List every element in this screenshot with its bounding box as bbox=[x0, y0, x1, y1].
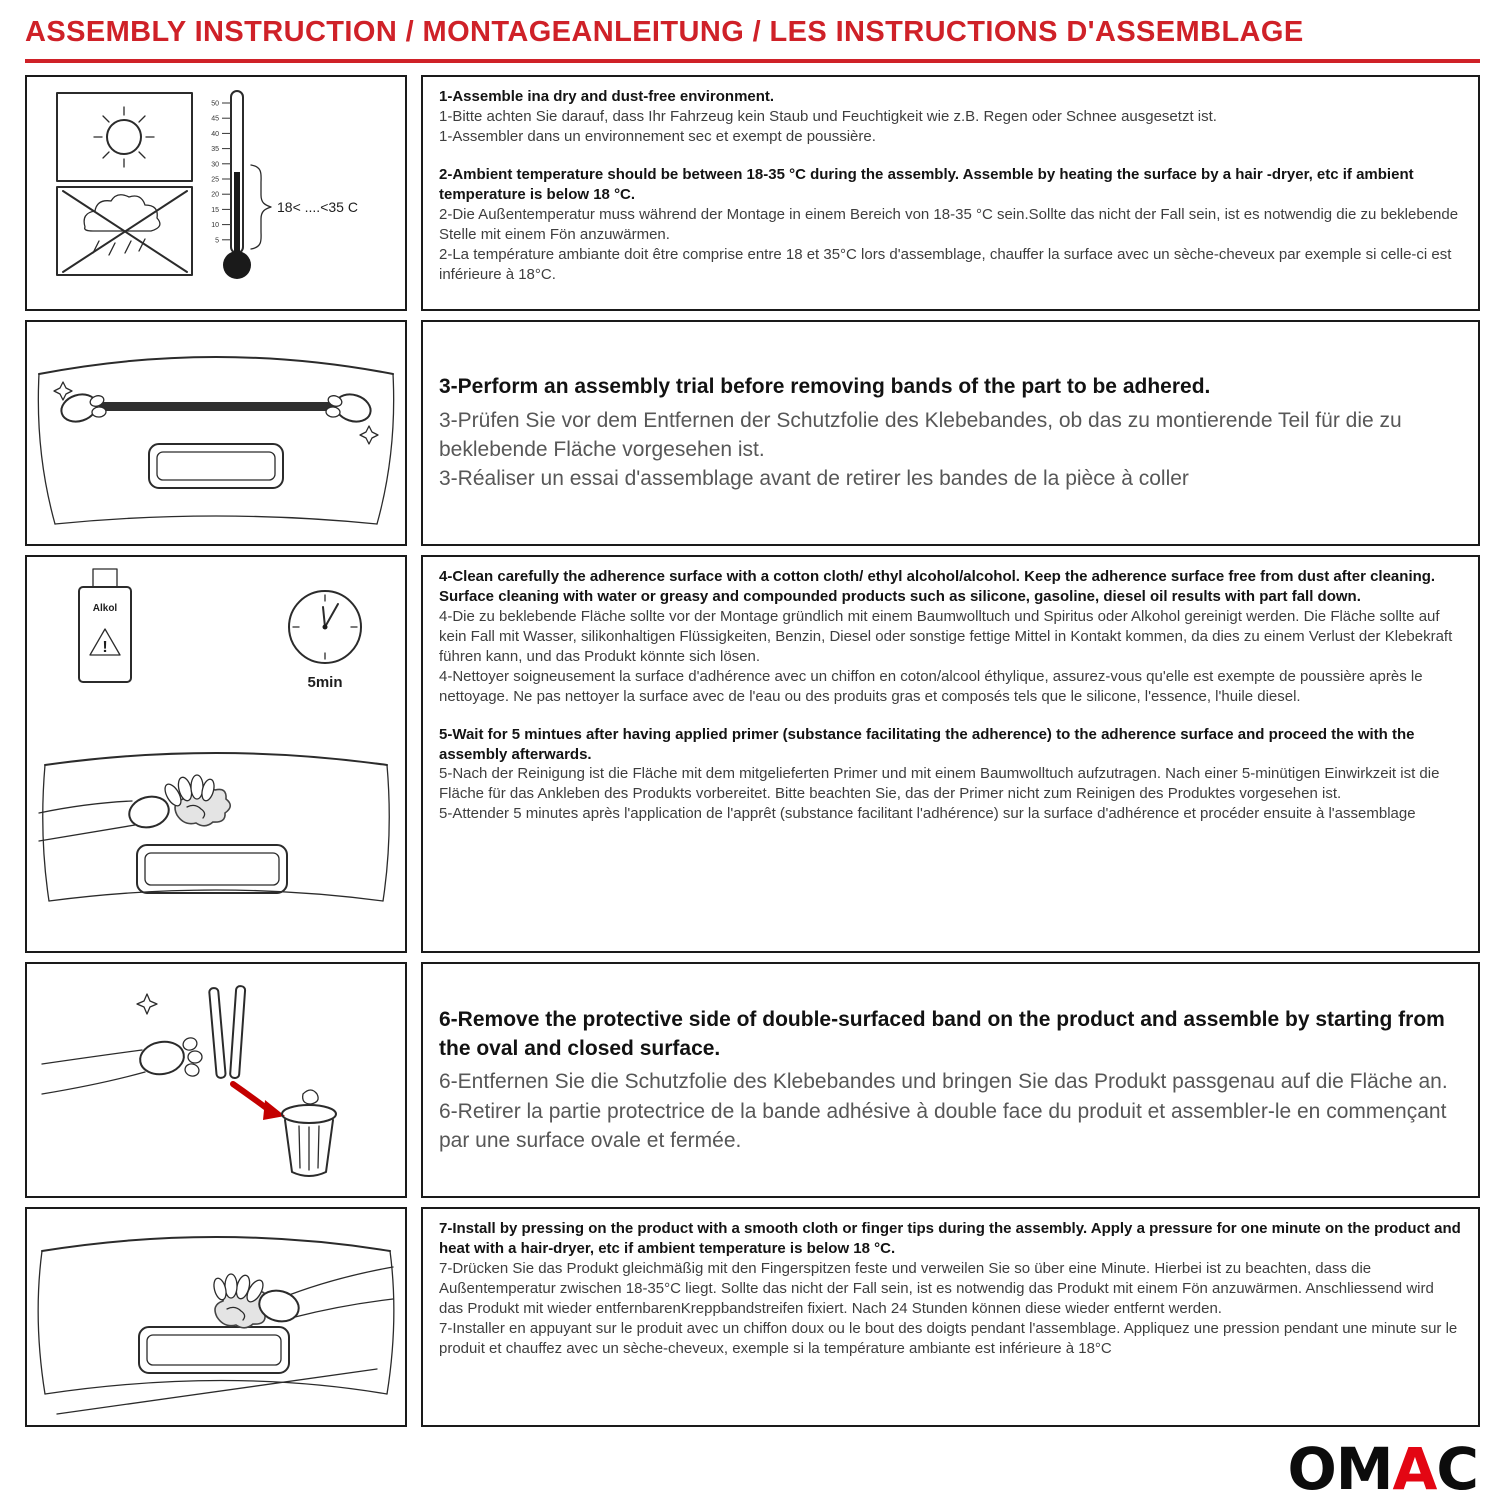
trim-band bbox=[99, 402, 335, 411]
instruction-paragraph: 5-Nach der Reinigung ist die Fläche mit dem mitgelieferten Primer und mit einem Baumwolltuch aufzutragen. Nach einer 5-minütigen Einwirkzeit ist die Fläche für das Ankleben des Produkts vorbereitet. Bitte beachten Sie, das der Primer nicht zum Reinigen des Produktes vorgesehen ist. bbox=[439, 765, 1440, 803]
page-title: ASSEMBLY INSTRUCTION / MONTAGEANLEITUNG / LES INSTRUCTIONS D'ASSEMBLAGE bbox=[25, 16, 1304, 48]
instruction-paragraph: 1-Assembler dans un environnement sec et exempt de poussière. bbox=[439, 127, 876, 145]
instruction-paragraph: 6-Entfernen Sie die Schutzfolie des Klebebandes und bringen Sie das Produkt passgenau auf die Fläche an. bbox=[439, 1070, 1448, 1094]
svg-text:45: 45 bbox=[211, 115, 219, 123]
instruction-paragraph: 7-Install by pressing on the product with a smooth cloth or finger tips during the assembly. Apply a pressure for one minute on the product and heat with a hair-dryer, etc if ambient temperature is below 18 °C. bbox=[439, 1220, 1461, 1257]
instruction-paragraph: 2-La température ambiante doit être comprise entre 18 et 35°C lors d'assemblage, chauffer la surface avec un sèche-cheveux par exemple si celle-ci est inférieure à 18°C. bbox=[439, 245, 1452, 283]
red-arrow-head bbox=[263, 1100, 285, 1120]
thermometer-ticks bbox=[211, 101, 231, 245]
logo-letter-a: A bbox=[1392, 1435, 1437, 1500]
instruction-paragraph: 1-Bitte achten Sie darauf, dass Ihr Fahrzeug kein Staub und Feuchtigkeit wie z.B. Regen oder Schnee ausgesetzt ist. bbox=[439, 107, 1217, 125]
svg-text:35: 35 bbox=[211, 146, 219, 154]
logo-letters-om: OM bbox=[1287, 1435, 1393, 1500]
svg-text:25: 25 bbox=[211, 176, 219, 184]
sparkle-icon bbox=[360, 426, 378, 444]
thermometer-icon bbox=[211, 91, 358, 279]
right-hand-icon bbox=[326, 390, 378, 444]
red-arrow-icon bbox=[233, 1084, 269, 1110]
instruction-paragraph: 7-Installer en appuyant sur le produit avec un chiffon doux ou le bout des doigts pendant l'assemblage. Appliquez une pression pendant une minute sur le produit et chauffez avec un sèche-cheveux, exemple si la température ambiante est inférieure à 18°C bbox=[439, 1319, 1458, 1357]
instruction-text-step-6 bbox=[421, 962, 1480, 1198]
svg-text:50: 50 bbox=[211, 100, 219, 108]
row-steps-1-2 bbox=[25, 75, 1480, 311]
band-removal-figure bbox=[25, 962, 407, 1198]
instruction-text-steps-4-5 bbox=[421, 555, 1480, 953]
sun-icon bbox=[57, 93, 192, 181]
alcohol-bottle-icon bbox=[79, 569, 131, 682]
instruction-paragraph: 4-Die zu beklebende Fläche sollte vor der Montage gründlich mit einem Baumwolltuch und Spiritus oder Alkohol gereinigt werden. Die Fläche sollte auf kein Fall mit Wasser, silikonhaltigen Flüssigkeiten, Benzin, Diesel oder sonstige fettige Mittel in Kontakt kommen, da dies zu einem Verlust der Klebekraft führen kann, und das Produkt könnte sich lösen. bbox=[439, 607, 1453, 665]
trunk-illustration bbox=[38, 1237, 394, 1414]
wipe-surface-illustration bbox=[39, 753, 389, 901]
clock-label: 5min bbox=[307, 674, 343, 691]
row-step-6 bbox=[25, 962, 1480, 1198]
omac-logo bbox=[1287, 1435, 1479, 1500]
press-install-illustration bbox=[27, 1209, 405, 1425]
svg-text:15: 15 bbox=[211, 206, 219, 214]
trash-can-icon bbox=[282, 1090, 336, 1176]
press-install-figure bbox=[25, 1207, 407, 1427]
instruction-paragraph: 3-Prüfen Sie vor dem Entfernen der Schutzfolie des Klebebandes, ob das zu montierende Teil für die zu beklebende Fläche vorgesehen ist. bbox=[439, 408, 1402, 461]
cleaning-figure bbox=[25, 555, 407, 953]
instruction-paragraph: 4-Clean carefully the adherence surface with a cotton cloth/ ethyl alcohol/alcohol. Keep the adherence surface free from dust after cleaning. Surface cleaning with water or greasy and compounded products such as silicone, gasoline, diesel oil results with part fall down. bbox=[439, 568, 1436, 605]
svg-text:5: 5 bbox=[215, 237, 219, 245]
svg-text:30: 30 bbox=[211, 161, 219, 169]
row-steps-4-5 bbox=[25, 555, 1480, 953]
trial-fit-figure bbox=[25, 320, 407, 546]
trial-fit-illustration bbox=[27, 322, 405, 544]
instruction-paragraph: 3-Perform an assembly trial before removing bands of the part to be adhered. bbox=[439, 375, 1211, 399]
band-removal-illustration bbox=[27, 964, 405, 1196]
climate-illustration bbox=[27, 77, 405, 309]
instruction-paragraph: 5-Attender 5 minutes après l'application de l'apprêt (substance facilitant l'adhérence) sur la surface d'adhérence et procéder ensuite à l'assemblage bbox=[439, 805, 1416, 823]
sparkle-icon bbox=[137, 994, 157, 1014]
svg-text:10: 10 bbox=[211, 222, 219, 230]
alcohol-label: Alkol bbox=[92, 603, 118, 614]
row-step-7 bbox=[25, 1207, 1480, 1427]
instruction-paragraph: 5-Wait for 5 mintues after having applied primer (substance facilitating the adherence) to the adherence surface and proceed the with the assembly afterwards. bbox=[439, 725, 1415, 763]
cleaning-illustration bbox=[27, 557, 405, 951]
instruction-paragraph: 6-Remove the protective side of double-surfaced band on the product and assemble by starting from the oval and closed surface. bbox=[439, 1007, 1445, 1060]
instruction-rows bbox=[0, 63, 1500, 1427]
instruction-paragraph: 3-Réaliser un essai d'assemblage avant de retirer les bandes de la pièce à coller bbox=[439, 467, 1189, 491]
instruction-text-step-7 bbox=[421, 1207, 1480, 1427]
thermometer-range-label: 18< ....<35 C bbox=[277, 199, 358, 215]
instruction-text-step-3 bbox=[421, 320, 1480, 546]
instruction-paragraph: 2-Ambient temperature should be between 18-35 °C during the assembly. Assemble by heating the surface by a hair -dryer, etc if ambient temperature is below 18 °C. bbox=[439, 165, 1414, 203]
climate-figure bbox=[25, 75, 407, 311]
instruction-paragraph: 1-Assemble ina dry and dust-free environment. bbox=[439, 88, 775, 105]
left-hand-icon bbox=[54, 382, 106, 426]
press-hand-illustration bbox=[212, 1267, 393, 1328]
svg-text:40: 40 bbox=[211, 130, 219, 138]
logo-letter-c: C bbox=[1436, 1435, 1478, 1500]
instruction-paragraph: 6-Retirer la partie protectrice de la bande adhésive à double face du produit et assembler-le en commençant par une surface ovale et fermée. bbox=[439, 1099, 1447, 1153]
warning-mark: ! bbox=[102, 639, 108, 656]
no-rain-icon bbox=[57, 187, 192, 275]
instruction-paragraph: 2-Die Außentemperatur muss während der Montage in einem Bereich von 18-35 °C sein.Sollte das nicht der Fall sein, ist es notwendig die zu beklebende Stelle mit einem Fön anzuwärmen. bbox=[439, 205, 1459, 243]
instruction-paragraph: 7-Drücken Sie das Produkt gleichmäßig mit den Fingerspitzen feste und verweilen Sie so über eine Minute. Hierbei ist zu beachten, dass die Außentemperatur zwischen 18-35°C liegt. Sollte das nicht der Fall sein, ist es notwendig das Produkt mit einem Fön anzuwärmen. Anschliessend wird das Produkt mit wieder entfernbarenKreppbandstreifen fixiert. Nach 24 Stunden können diese wieder entfernt werden. bbox=[439, 1259, 1434, 1317]
row-step-3 bbox=[25, 320, 1480, 546]
instruction-paragraph: 4-Nettoyer soigneusement la surface d'adhérence avec un chiffon en coton/alcool éthylique, assurez-vous qu'elle est exempte de poussière après le nettoyage. Ne pas nettoyer la surface avec de l'eau ou des produits gras et composés tels que le silicone, l'essence, l'huile diesel. bbox=[439, 667, 1423, 705]
clock-icon bbox=[289, 591, 361, 691]
trunk-illustration bbox=[38, 357, 393, 524]
header bbox=[0, 0, 1500, 49]
svg-text:20: 20 bbox=[211, 191, 219, 199]
peel-strips-illustration bbox=[42, 986, 245, 1094]
instruction-text-steps-1-2 bbox=[421, 75, 1480, 311]
